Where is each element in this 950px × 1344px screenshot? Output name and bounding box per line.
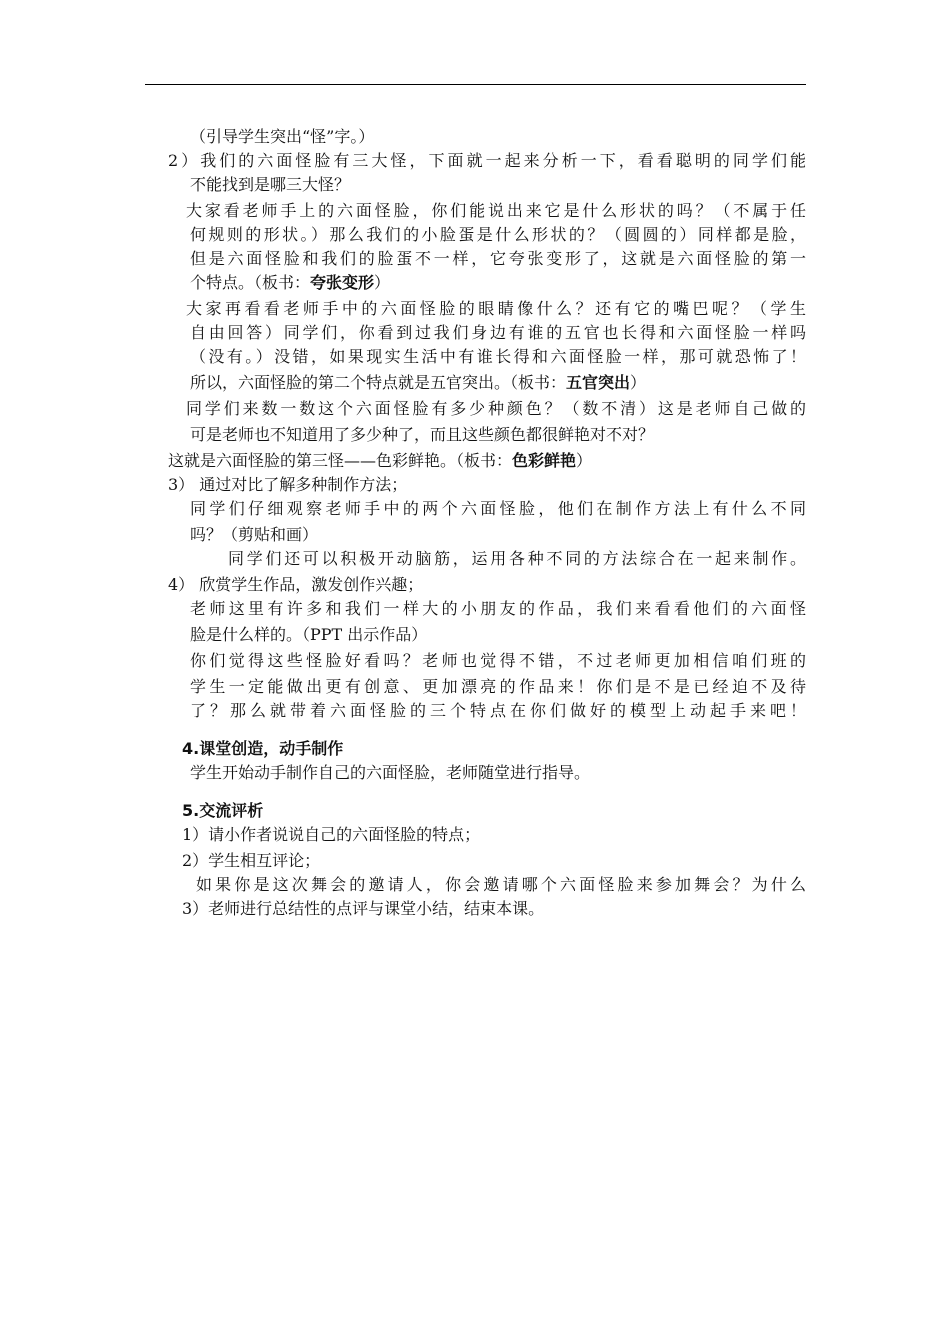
line-text: 所以，六面怪脸的第二个特点就是五官突出。（板书： [190, 373, 567, 392]
text-line [168, 150, 809, 172]
text-line [168, 574, 423, 596]
line-text: 1）请小作者说说自己的六面怪脸的特点； [182, 825, 481, 844]
line-text: 这就是六面怪脸的第三怪——色彩鲜艳。（板书： [168, 451, 513, 470]
line-text: 同学们仔细观察老师手中的两个六面怪脸，他们在制作方法上有什么不同 [190, 499, 810, 518]
text-line [190, 248, 809, 270]
line-text: 何规则的形状。）那么我们的小脸蛋是什么形状的？（圆圆的）同样都是脸， [190, 225, 809, 244]
section-heading: 5.交流评析 [182, 801, 264, 820]
board-note: 色彩鲜艳 [512, 451, 577, 470]
line-text: 不能找到是哪三大怪？ [190, 175, 351, 194]
text-line [168, 474, 407, 496]
line-text: 如果你是这次舞会的邀请人，你会邀请哪个六面怪脸来参加舞会？为什么 [196, 875, 810, 894]
text-line [190, 676, 809, 698]
text-line [190, 650, 809, 672]
section-heading: 4.课堂创造，动手制作 [182, 739, 344, 758]
line-text: 4） 欣赏学生作品，激发创作兴趣； [168, 575, 424, 594]
text-line [190, 272, 390, 294]
text-line [190, 762, 590, 784]
line-text: 脸是什么样的。（PPT 出示作品） [190, 625, 428, 644]
text-line [190, 322, 809, 344]
header-rule [145, 84, 806, 85]
text-line [190, 498, 809, 520]
line-text: （引导学生突出“怪”字。） [190, 127, 375, 146]
line-text: 吗？（剪贴和画） [190, 525, 319, 544]
line-text: （没有。）没错，如果现实生活中有谁长得和六面怪脸一样，那可就恐怖了！ [190, 347, 809, 366]
text-line [182, 824, 480, 846]
line-text: 同学们来数一数这个六面怪脸有多少种颜色？（数不清）这是老师自己做的 [186, 399, 809, 418]
text-line [190, 624, 427, 646]
line-text: ） [630, 373, 647, 392]
line-text: 但是六面怪脸和我们的脸蛋不一样，它夸张变形了，这就是六面怪脸的第一 [190, 249, 809, 268]
text-line [182, 850, 320, 872]
text-line [190, 126, 374, 148]
line-text: 2）我们的六面怪脸有三大怪，下面就一起来分析一下，看看聪明的同学们能 [168, 151, 810, 170]
text-line [168, 450, 592, 472]
line-text: 3）老师进行总结性的点评与课堂小结，结束本课。 [182, 899, 545, 918]
line-text: 老师这里有许多和我们一样大的小朋友的作品，我们来看看他们的六面怪 [190, 599, 810, 618]
text-line [190, 224, 808, 246]
line-text: 学生一定能做出更有创意、更加漂亮的作品来！你们是不是已经迫不及待 [190, 677, 810, 696]
board-note: 夸张变形 [310, 273, 375, 292]
text-line [186, 200, 809, 222]
text-line [196, 874, 809, 896]
line-text: 个特点。（板书： [190, 273, 311, 292]
text-line [190, 700, 810, 722]
text-line [182, 898, 544, 920]
text-line [186, 398, 809, 420]
line-text: ） [374, 273, 391, 292]
line-text: 可是老师也不知道用了多少种了，而且这些颜色都很鲜艳对不对？ [190, 425, 655, 444]
text-line [190, 524, 318, 546]
text-line [190, 372, 646, 394]
text-line [190, 346, 808, 368]
text-line [182, 738, 343, 760]
line-text: 大家看老师手上的六面怪脸，你们能说出来它是什么形状的吗？（不属于任 [186, 201, 809, 220]
text-line [228, 548, 809, 570]
line-text: 2）学生相互评论； [182, 851, 321, 870]
board-note: 五官突出 [566, 373, 631, 392]
line-text: 大家再看看老师手中的六面怪脸的眼睛像什么？还有它的嘴巴呢？（学生 [186, 299, 810, 318]
line-text: 自由回答）同学们，你看到过我们身边有谁的五官也长得和六面怪脸一样吗 [190, 323, 809, 342]
text-line [190, 424, 654, 446]
line-text: 你们觉得这些怪脸好看吗？老师也觉得不错，不过老师更加相信咱们班的 [190, 651, 810, 670]
text-line [190, 174, 350, 196]
line-text: 同学们还可以积极开动脑筋，运用各种不同的方法综合在一起来制作。 [228, 549, 809, 568]
text-line [186, 298, 809, 320]
text-line [182, 800, 263, 822]
text-line [190, 598, 809, 620]
line-text: ） [576, 451, 593, 470]
line-text: 3） 通过对比了解多种制作方法； [168, 475, 408, 494]
line-text: 学生开始动手制作自己的六面怪脸，老师随堂进行指导。 [190, 763, 591, 782]
line-text: 了？那么就带着六面怪脸的三个特点在你们做好的模型上动起手来吧！ [190, 701, 810, 720]
